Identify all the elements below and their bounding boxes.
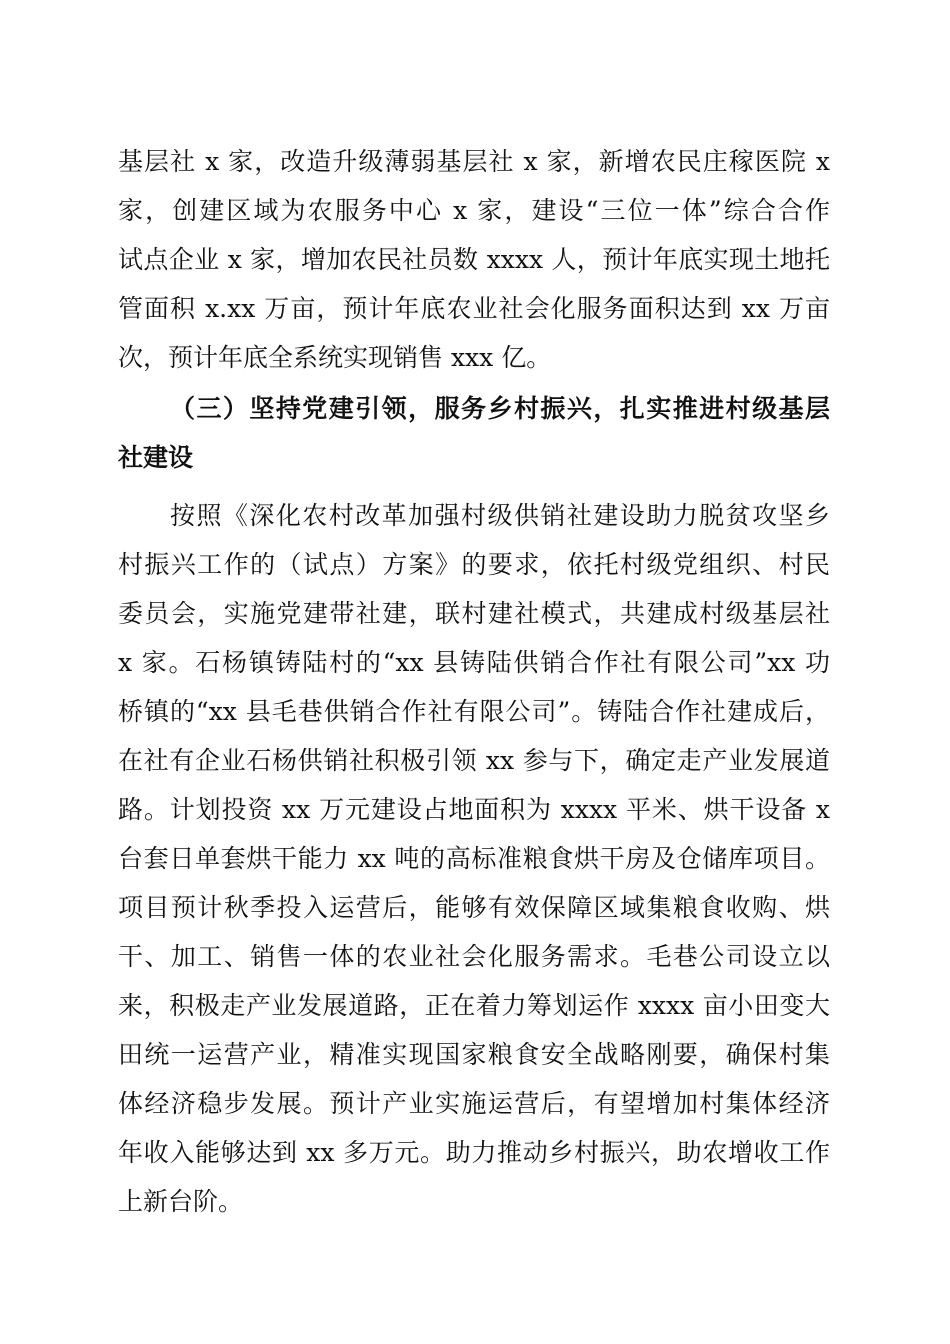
paragraph-2-line-12: 田统一运营产业，精准实现国家粮食安全战略刚要，确保村集 bbox=[118, 1040, 830, 1069]
paragraph-2-line-15: 上新台阶。 bbox=[118, 1187, 244, 1216]
paragraph-1-line-2: 家，创建区域为农服务中心 x 家，建设“三位一体”综合合作 bbox=[118, 196, 830, 225]
paragraph-2-line-2: 村振兴工作的（试点）方案》的要求，依托村级党组织、村民 bbox=[118, 550, 830, 579]
paragraph-2-line-9: 项目预计秋季投入运营后，能够有效保障区域集粮食收购、烘 bbox=[118, 893, 830, 922]
paragraph-2-line-1: 按照《深化农村改革加强村级供销社建设助力脱贫攻坚乡 bbox=[170, 501, 830, 530]
paragraph-2-line-7: 路。计划投资 xx 万元建设占地面积为 xxxx 平米、烘干设备 x bbox=[118, 795, 830, 824]
paragraph-2-line-11: 来，积极走产业发展道路，正在着力筹划运作 xxxx 亩小田变大 bbox=[118, 991, 830, 1020]
paragraph-2-line-3: 委员会，实施党建带社建，联村建社模式，共建成村级基层社 bbox=[118, 599, 830, 628]
paragraph-2-line-5: 桥镇的“xx 县毛巷供销合作社有限公司”。铸陆合作社建成后， bbox=[118, 697, 830, 726]
paragraph-2-line-8: 台套日单套烘干能力 xx 吨的高标准粮食烘干房及仓储库项目。 bbox=[118, 844, 830, 873]
paragraph-2-line-4: x 家。石杨镇铸陆村的“xx 县铸陆供销合作社有限公司”xx 功 bbox=[118, 648, 830, 677]
section-heading-line-1: （三）坚持党建引领，服务乡村振兴，扎实推进村级基层 bbox=[170, 394, 830, 423]
paragraph-2-line-14: 年收入能够达到 xx 多万元。助力推动乡村振兴，助农增收工作 bbox=[118, 1138, 830, 1167]
paragraph-2-line-10: 干、加工、销售一体的农业社会化服务需求。毛巷公司设立以 bbox=[118, 942, 830, 971]
paragraph-2-line-6: 在社有企业石杨供销社积极引领 xx 参与下，确定走产业发展道 bbox=[118, 746, 830, 775]
paragraph-1-line-3: 试点企业 x 家，增加农民社员数 xxxx 人，预计年底实现土地托 bbox=[118, 245, 830, 274]
paragraph-1-line-5: 次，预计年底全系统实现销售 xxx 亿。 bbox=[118, 343, 552, 372]
paragraph-2-line-13: 体经济稳步发展。预计产业实施运营后，有望增加村集体经济 bbox=[118, 1089, 830, 1118]
paragraph-1-line-4: 管面积 x.xx 万亩，预计年底农业社会化服务面积达到 xx 万亩 bbox=[118, 294, 830, 323]
section-heading-line-2: 社建设 bbox=[118, 443, 194, 472]
paragraph-1-line-1: 基层社 x 家，改造升级薄弱基层社 x 家，新增农民庄稼医院 x bbox=[118, 147, 830, 176]
